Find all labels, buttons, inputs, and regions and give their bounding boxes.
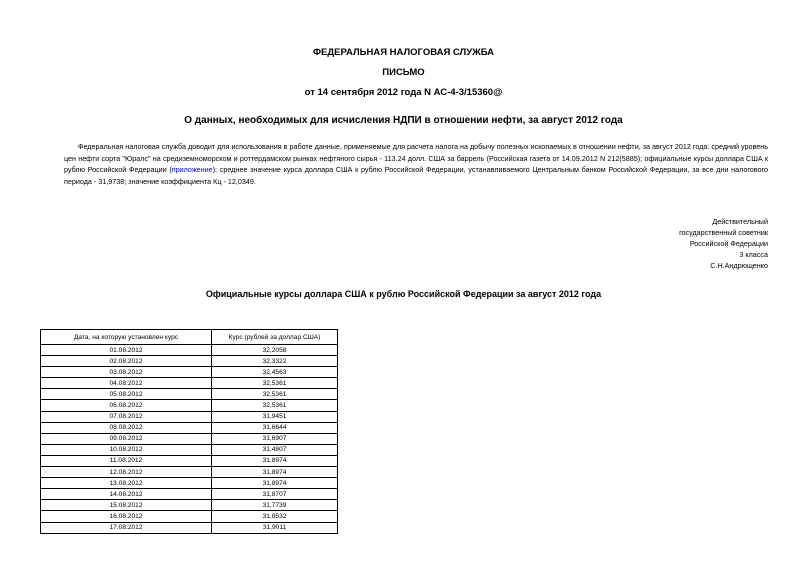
date-cell: 11.08.2012 xyxy=(41,455,212,466)
date-cell: 08.08.2012 xyxy=(41,422,212,433)
rate-cell: 32,5361 xyxy=(212,400,338,411)
rate-cell: 31,8974 xyxy=(212,478,338,489)
date-cell: 09.08.2012 xyxy=(41,433,212,444)
table-row xyxy=(41,389,338,400)
rate-cell: 32,2058 xyxy=(212,345,338,356)
rate-cell: 31,9451 xyxy=(212,411,338,422)
signature-line: Российской Федерации xyxy=(689,239,768,249)
rate-cell: 32,5361 xyxy=(212,389,338,400)
column-header-date: Дата, на которую установлен курс xyxy=(41,330,212,345)
table-row xyxy=(41,455,338,466)
document-number: от 14 сентября 2012 года N АС-4-3/15360@ xyxy=(304,87,503,98)
table-row xyxy=(41,522,338,533)
table-body xyxy=(41,345,338,534)
rate-cell: 32,5361 xyxy=(212,378,338,389)
date-cell: 14.08.2012 xyxy=(41,489,212,500)
body-text-after-link: ); среднее значение курса доллара США к рублю Российской Федерации, устанавливаемого Центральным банком Российской Федерации, за все дни налогового периода - 31,9738; значение коэффициента Кц - 12,0349. xyxy=(64,165,768,186)
agency-heading: ФЕДЕРАЛЬНАЯ НАЛОГОВАЯ СЛУЖБА xyxy=(312,47,495,58)
signature-name: С.Н.Андрющенко xyxy=(710,261,768,271)
table-row xyxy=(41,400,338,411)
body-text-before-link: Федеральная налоговая служба доводит для использования в работе данные, применяемые для расчета налога на добычу полезных ископаемых в отношении нефти, за август 2012 года: средний уровень цен нефти сорта "Юралс" на средиземноморском и роттердамском рынках нефтяного сырья - 113.24 долл. США за баррель (Российская газета от 14.09.2012 N 212(5885); официальные курсы доллара США к рублю Российской Федерации ( xyxy=(64,142,768,175)
date-cell: 07.08.2012 xyxy=(41,411,212,422)
table-row xyxy=(41,356,338,367)
date-cell: 17.08.2012 xyxy=(41,522,212,533)
date-cell: 15.08.2012 xyxy=(41,500,212,511)
table-row xyxy=(41,367,338,378)
date-cell: 13.08.2012 xyxy=(41,478,212,489)
table-row xyxy=(41,478,338,489)
signature-block xyxy=(679,216,768,271)
table-row xyxy=(41,433,338,444)
document-type: ПИСЬМО xyxy=(382,67,425,78)
rate-cell: 31,6644 xyxy=(212,422,338,433)
rate-cell: 31,8974 xyxy=(212,467,338,478)
rate-cell: 31,9011 xyxy=(212,522,338,533)
rate-cell: 31,6907 xyxy=(212,433,338,444)
table-row xyxy=(41,444,338,455)
rate-cell: 31,8974 xyxy=(212,455,338,466)
table-row xyxy=(41,411,338,422)
date-cell: 04.08.2012 xyxy=(41,378,212,389)
date-cell: 01.08.2012 xyxy=(41,345,212,356)
rate-cell: 32,4563 xyxy=(212,367,338,378)
rate-cell: 31,7739 xyxy=(212,500,338,511)
body-paragraph xyxy=(64,141,768,187)
date-cell: 02.08.2012 xyxy=(41,356,212,367)
table-row xyxy=(41,467,338,478)
table-row xyxy=(41,511,338,522)
table-row xyxy=(41,378,338,389)
column-header-rate: Курс (рублей за доллар США) xyxy=(212,330,338,345)
date-cell: 16.08.2012 xyxy=(41,511,212,522)
table-row xyxy=(41,500,338,511)
date-cell: 10.08.2012 xyxy=(41,444,212,455)
table-row xyxy=(41,345,338,356)
exchange-rates-table xyxy=(40,329,338,534)
date-cell: 03.08.2012 xyxy=(41,367,212,378)
table-header-row xyxy=(41,330,338,345)
signature-line: Действительный xyxy=(712,217,768,226)
document-subject: О данных, необходимых для исчисления НДПИ в отношении нефти, за август 2012 года xyxy=(184,115,623,126)
rate-cell: 31,8532 xyxy=(212,511,338,522)
rate-cell: 31,8707 xyxy=(212,489,338,500)
appendix-link[interactable]: приложение xyxy=(171,165,213,175)
signature-line: государственный советник xyxy=(679,228,768,238)
date-cell: 12.08.2012 xyxy=(41,467,212,478)
rate-cell: 32,3322 xyxy=(212,356,338,367)
table-title: Официальные курсы доллара США к рублю Российской Федерации за август 2012 года xyxy=(205,289,602,299)
signature-line: 3 класса xyxy=(739,250,768,260)
table-row xyxy=(41,489,338,500)
date-cell: 06.08.2012 xyxy=(41,400,212,411)
rate-cell: 31,4807 xyxy=(212,444,338,455)
date-cell: 05.08.2012 xyxy=(41,389,212,400)
table-row xyxy=(41,422,338,433)
